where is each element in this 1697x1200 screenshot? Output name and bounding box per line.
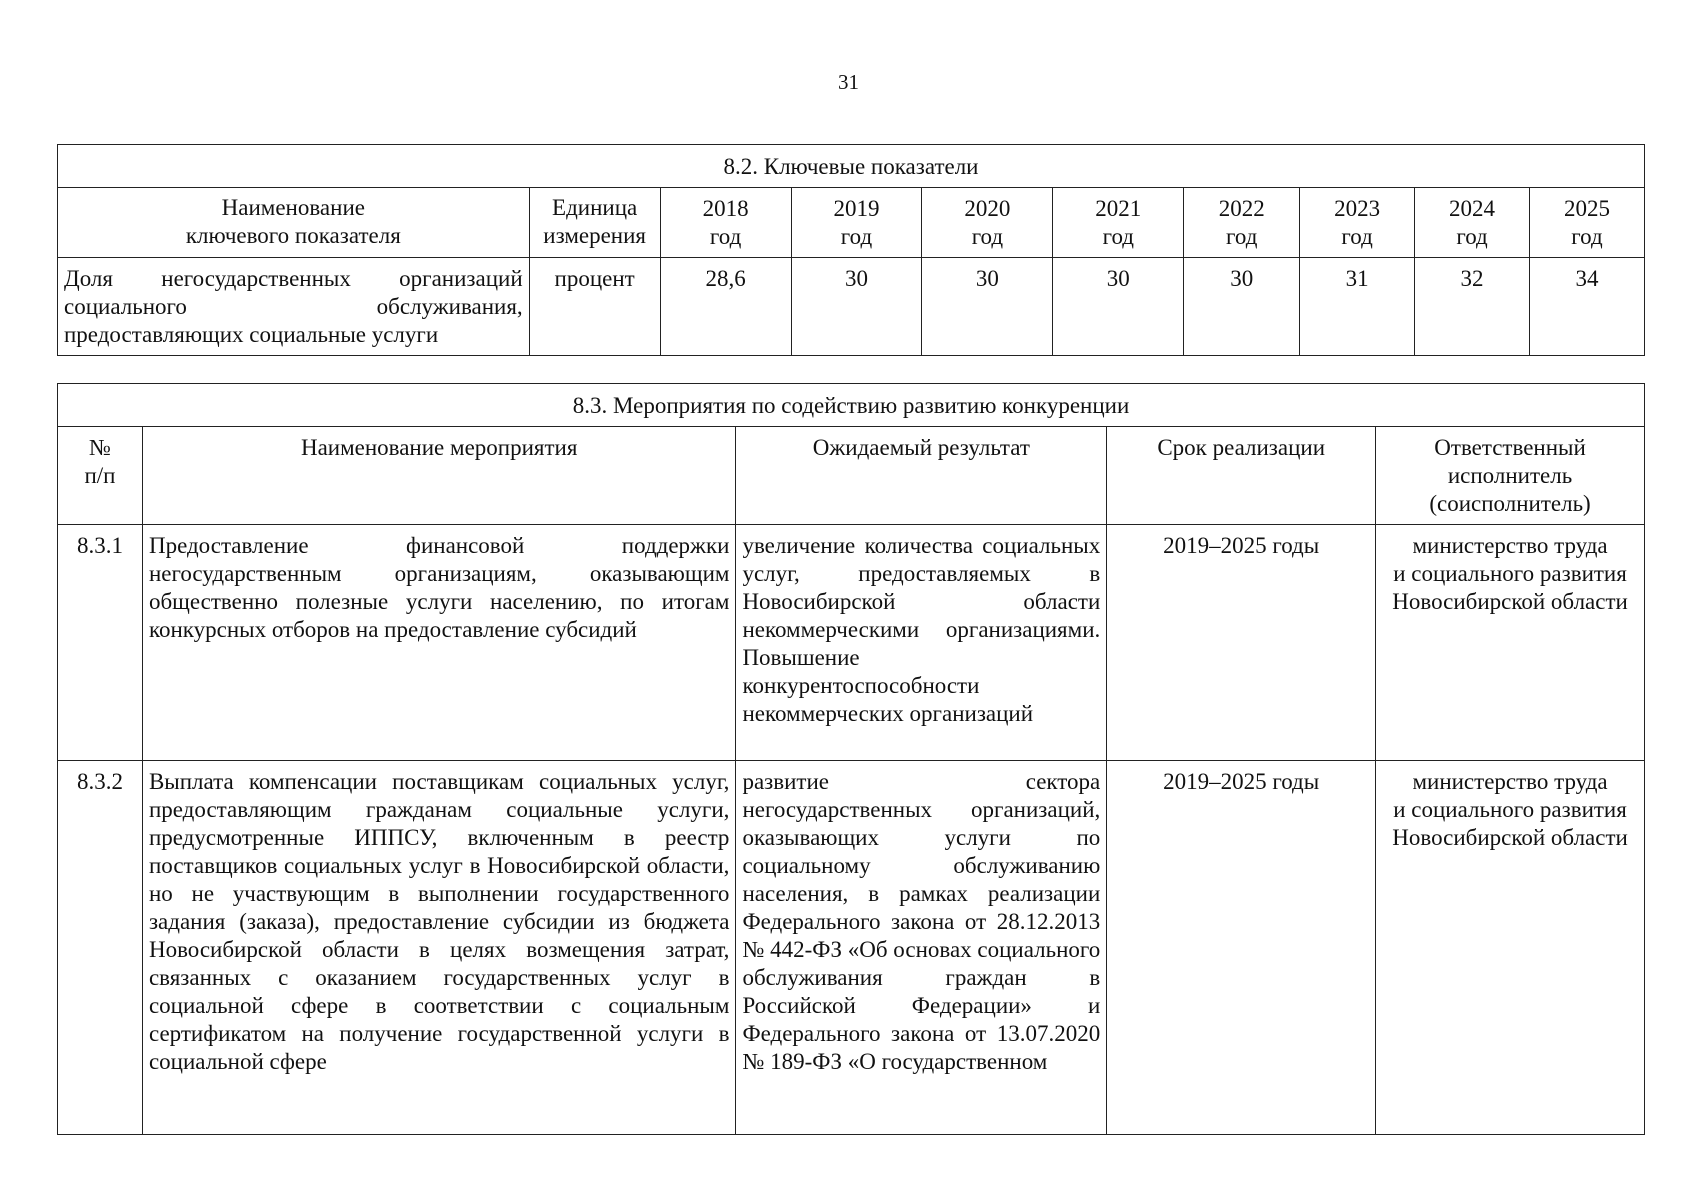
page-number: 31 [838,70,859,94]
key-indicators-table [57,144,1645,356]
header-expected-result: Ожидаемый результат [736,427,1107,525]
header-term: Срок реализации [1107,427,1376,525]
indicator-value-2025: 34 [1530,258,1645,356]
table-row [58,258,1645,356]
indicator-value-2022: 30 [1184,258,1300,356]
table-row [58,525,1645,761]
key-indicators-caption: 8.2. Ключевые показатели [58,145,1645,188]
header-unit [529,188,660,258]
indicator-value-2023: 31 [1300,258,1415,356]
indicator-name: Доля негосударственных организаций социального обслуживания, предоставляющих социальные услуги [58,258,530,356]
header-number: № п/п [58,427,143,525]
header-year-2025: 2025 год [1530,188,1645,258]
header-indicator-name [58,188,530,258]
header-year-2020: 2020 год [922,188,1053,258]
indicator-value-2024: 32 [1415,258,1530,356]
header-year-2019: 2019 год [791,188,922,258]
activity-number: 8.3.1 [58,525,143,761]
header-responsible: Ответственный исполнитель (соисполнитель) [1376,427,1645,525]
activity-result: развитие сектора негосударственных организаций, оказывающих услуги по социальному обслуживанию населения, в рамках реализации Федерального закона от 28.12.2013 № 442-ФЗ «Об основах социального обслуживания граждан в Российской Федерации» и Федерального закона от 13.07.2020 № 189-ФЗ «О государственном [736,761,1107,1135]
activities-caption: 8.3. Мероприятия по содействию развитию конкуренции [58,384,1645,427]
activity-responsible: министерство труда и социального развития Новосибирской области [1376,761,1645,1135]
header-activity-name: Наименование мероприятия [142,427,735,525]
activity-term: 2019–2025 годы [1107,761,1376,1135]
indicator-value-2020: 30 [922,258,1053,356]
activity-number: 8.3.2 [58,761,143,1135]
activity-term: 2019–2025 годы [1107,525,1376,761]
indicator-value-2018: 28,6 [660,258,791,356]
header-year-2023: 2023 год [1300,188,1415,258]
header-year-2022: 2022 год [1184,188,1300,258]
header-year-2018: 2018 год [660,188,791,258]
indicator-unit: процент [529,258,660,356]
activity-name: Выплата компенсации поставщикам социальных услуг, предоставляющим гражданам социальные услуги, предусмотренные ИППСУ, включенным в реестр поставщиков социальных услуг в Новосибирской области, но не участвующим в выполнении государственного задания (заказа), предоставление субсидии из бюджета Новосибирской области в целях возмещения затрат, связанных с оказанием государственных услуг в социальной сфере в соответствии с социальным сертификатом на получение государственной услуги в социальной сфере [142,761,735,1135]
activity-result: увеличение количества социальных услуг, предоставляемых в Новосибирской области некоммерческими организациями. Повышение конкурентоспособности некоммерческих организаций [736,525,1107,761]
activity-name: Предоставление финансовой поддержки негосударственным организациям, оказывающим общественно полезные услуги населению, по итогам конкурсных отборов на предоставление субсидий [142,525,735,761]
header-year-2024: 2024 год [1415,188,1530,258]
indicator-value-2021: 30 [1053,258,1184,356]
header-indicator-name-text: Наименование ключевого показателя [185,195,401,248]
header-unit-text: Единица измерения [543,195,647,248]
activities-table [57,383,1645,1135]
header-year-2021: 2021 год [1053,188,1184,258]
activity-responsible: министерство труда и социального развития Новосибирской области [1376,525,1645,761]
table-row [58,761,1645,1135]
indicator-value-2019: 30 [791,258,922,356]
